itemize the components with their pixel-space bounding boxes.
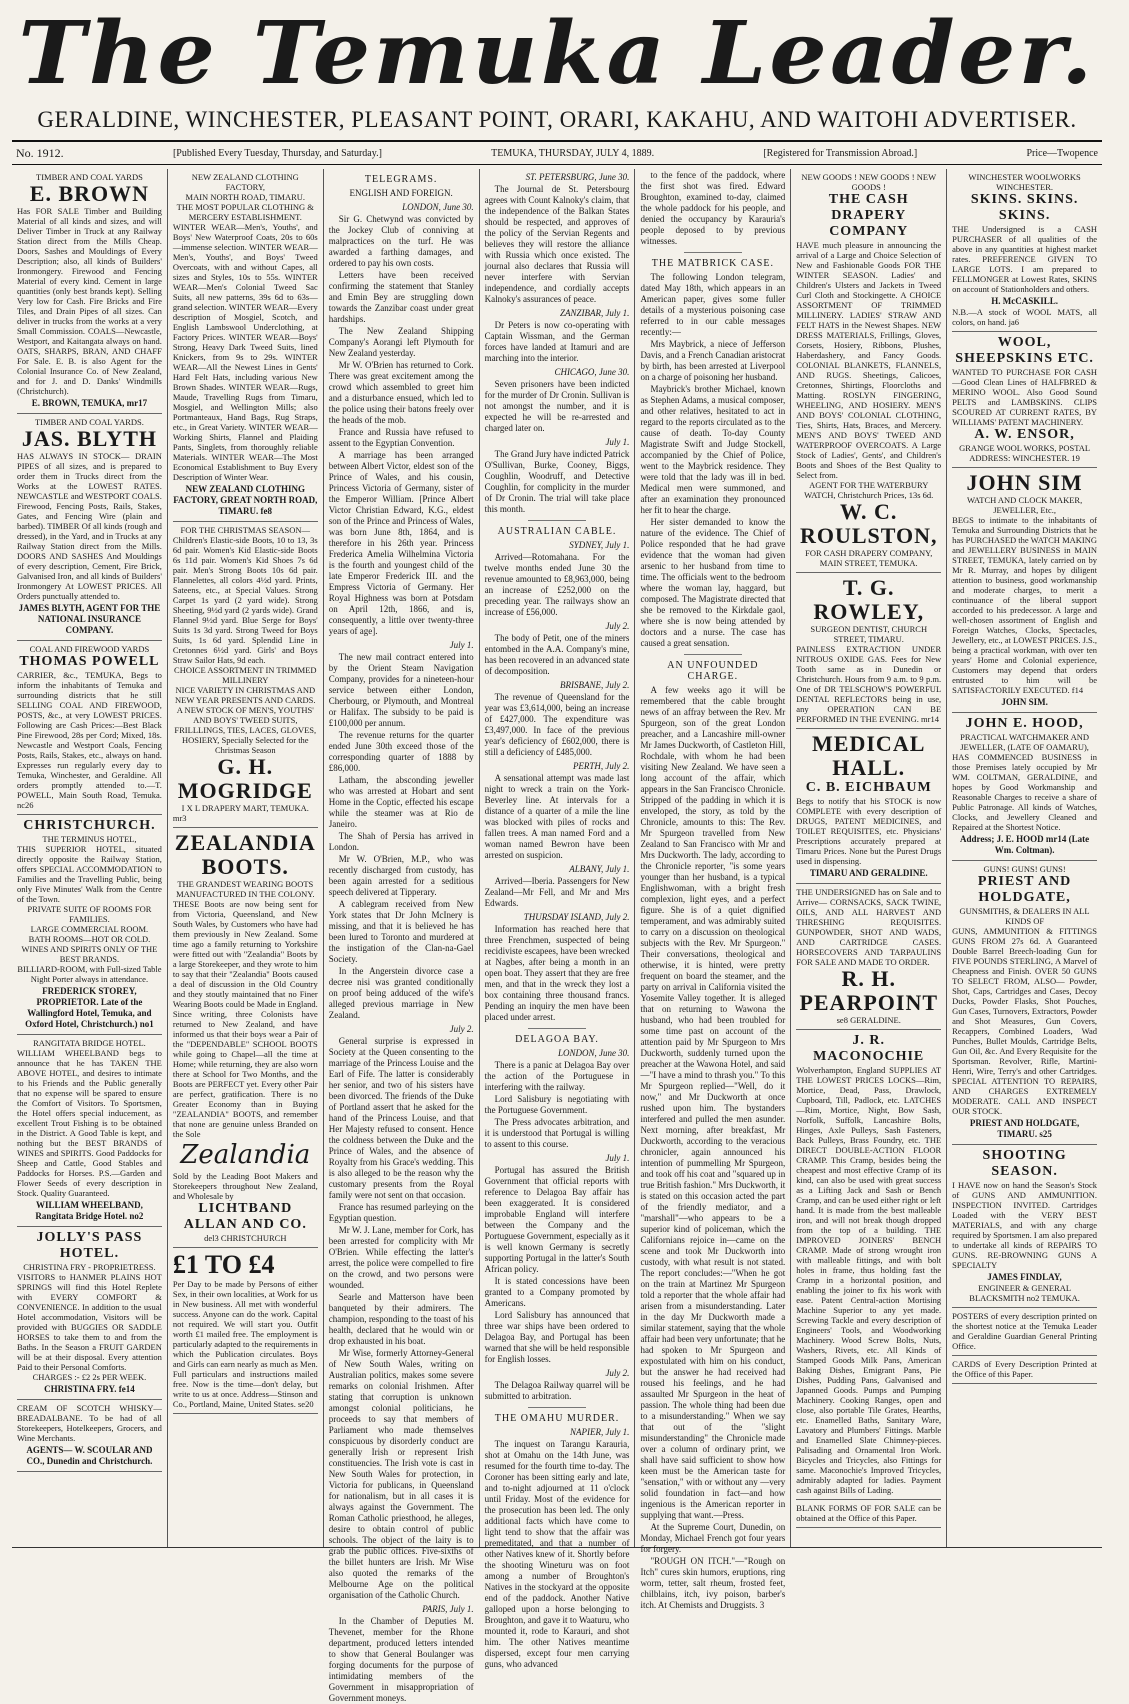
ad-subheading: FOR CASH DRAPERY COMPANY, MAIN STREET, TEMUKA. <box>805 548 933 568</box>
ad-heading: FOR THE CHRISTMAS SEASON— <box>180 525 311 535</box>
ad-code: mr3 <box>172 813 187 823</box>
column-3 <box>323 169 479 1703</box>
ad-subheading: del3 CHRISTCHURCH <box>204 1233 287 1243</box>
ad-signature: NEW ZEALAND CLOTHING FACTORY, GREAT NORTH ROAD, TIMARU. fe8 <box>173 484 318 516</box>
ad-signature: AGENTS— W. SCOULAR AND CO., Dunedin and Christchurch. <box>26 1445 153 1466</box>
ad-zealandia-boots <box>173 828 318 1248</box>
news-paragraph: The Shah of Persia has arrived in London. <box>328 831 474 852</box>
ad-christmas-season <box>173 522 318 828</box>
news-dateline: July 1. <box>449 640 474 650</box>
ad-body: PAINLESS EXTRACTION UNDER NITROUS OXIDE GAS. Fees for New Tooth same as in Dunedin or Christchurch. Hours from 9 a.m. to 9 p.m. One of DR TELSCHOW'S POWERFUL DENTAL REFLECTORS being in use, any OPERATION CAN BE PERFORMED IN THE EVENING. mr14 <box>796 644 942 724</box>
ad-body: HAVE much pleasure in announcing the arrival of a Large and Choice Selection of New and Fashionable Goods FOR THE WINTER SEASON. Ladies' and Children's Ulsters and Jackets in Tweed Curl Cloth and Stockingette. A CHOICE ASSORTMENT OF TRIMMED MILLINERY. LADIES' STRAW AND FELT HATS in the Newest Shapes. NEW DRESS MATERIALS, Frillings, Gloves, Corsets, Hosiery, Ribbons, Plushes, Haberdashery, and Fancy Goods. COLONIAL BLANKETS, FLANNELS, AND RUGS. Sheetings, Calicoes, Cretonnes, Shirtings, Floorcloths and Matting. ROSLYN FINGERING, WHEELING, AND HOSIERY. MEN'S AND BOYS' COLONIAL CLOTHING, Ties, Shirts, Hats, Braces, and Mercery. MEN'S AND BOYS' TWEED AND WATERPROOF OVERCOATS. A Large Stock of Ladies', Gents', and Children's Boots and Shoes of the Best Quality to Select from. <box>796 240 942 480</box>
ad-line: BILLIARD-ROOM, with Full-sized Table <box>17 964 162 974</box>
ad-body: WINTER WEAR—Men's, Youths', and Boys' New Waterproof Coats, 20s to 60s—immense selection. WINTER WEAR—Men's, Youths', and Boys' Tweed Overcoats, with and without Capes, all sizes and Styles, 10s to 55s. WINTER WEAR—Men's Colonial Tweed Sac Suits, all new patterns, 39s 6d to 63s—grand selection. WINTER WEAR—Every description of Mosgiel, Scotch, and English Lambswool Underclothing, at Factory Prices. WINTER WEAR—Boys' Strong, Heavy Dark Tweed Suits, lined Knickers, from 9s to 29s. WINTER WEAR—All the Newest Lines in Gents' Hard Felt Hats, including various New Brown Shades. WINTER WEAR—Rugs, Maude, Travelling Rugs from Timaru, Mosgiel, and Wellington Mills; also Portmanteaux, Hand Bags, Rug Straps, etc., in Great Variety. WINTER WEAR—Working Shirts, Flannel and Plaiding Pants, Singlets, from thoroughly reliable Materials. WINTER WEAR—The Most Economical Establishment to Buy Every Description of Winter Wear. <box>172 222 318 482</box>
section-heading: AUSTRALIAN CABLE. <box>497 526 617 537</box>
ad-body: BLANK FORMS OF FOR SALE can be obtained at the Office of this Paper. <box>796 1503 942 1523</box>
news-paragraph: In the Angerstein divorce case a decree nisi was granted conditionally on proof being adduced of the wife's alleged previous marriage in New Zealand. <box>328 966 474 1020</box>
ad-name: A. W. ENSOR, <box>974 427 1075 442</box>
ad-signature: H. McCASKILL. <box>991 296 1058 306</box>
ad-thomas-powell <box>17 641 162 815</box>
ad-priest-holdgate <box>952 861 1097 1145</box>
ad-body: THE UNDERSIGNED has on Sale and to Arrive— CORNSACKS, SACK TWINE, OILS, AND ALL HARVEST AND THRESHING REQUISITES. GUNPOWDER, SHOT AND WADS, AND CARTRIDGE CASES. HORSECOVERS AND TARPAULINS FOR SALE AND MADE TO ORDER. <box>796 887 942 967</box>
ad-cards <box>952 1356 1097 1384</box>
news-paragraph: A cablegram received from New York states that Dr John McInery is missing, and that it is believed he has been lured to Toronto and murdered at the instigation of the Clan-na-Gael Society. <box>328 899 474 964</box>
ad-subheading: SURGEON DENTIST, CHURCH STREET, TIMARU. <box>810 624 928 644</box>
news-dateline: July 1. <box>605 1153 630 1163</box>
news-dateline: THURSDAY ISLAND, July 2. <box>523 912 630 922</box>
news-paragraph: There is a panic at Delagoa Bay over the action of the Portuguese in interfering with the railway. <box>484 1060 630 1092</box>
news-dateline: July 2. <box>449 1024 474 1034</box>
ad-subheading: THE TERMINUS HOTEL, <box>42 834 137 844</box>
price-row <box>173 1251 318 1279</box>
news-paragraph: Mrs Maybrick, a niece of Jefferson Davis, and a French Canadian aristocrat by birth, has been arrested at Liverpool on a charge of poisoning her husband. <box>640 339 786 382</box>
news-paragraph: The following London telegram, dated May 18th, which appears in an American paper, gives some fuller details of a mysterious poisoning case referred to in our cable messages recently:— <box>640 272 786 337</box>
ad-name: T. G. ROWLEY, <box>813 575 925 624</box>
ad-name: SKINS. SKINS. SKINS. <box>970 192 1079 223</box>
issue-number: No. 1912. <box>16 145 64 160</box>
ad-body: Begs to notify that his STOCK is now COMPLETE with every description of DRUGS, PATENT MEDICINES, and TOILET REQUISITES, etc. Physicians' Prescriptions accurately prepared at Timaru Prices. None but the Purest Drugs used in dispensing. <box>796 796 942 866</box>
ad-line: CHARGES :- £2 2s PER WEEK. <box>32 1372 147 1382</box>
ad-line: AGENT FOR THE WATERBURY WATCH, Christchurch Prices, 13s 6d. <box>804 480 934 500</box>
ad-note: N.B.—A stock of WOOL MATS, all colors, on hand. ja6 <box>952 307 1098 327</box>
news-paragraph: to the fence of the paddock, where the first shot was fired. Edward Broughton, examined to-day, claimed the whole paddock for his people, and denied the occupancy by Karauria's people deposed to by previous witnesses. <box>640 170 786 246</box>
news-dateline: SYDNEY, July 1. <box>569 540 630 550</box>
ad-body: Children's Elastic-side Boots, 10 to 13, 3s 6d pair. Women's Kid Elastic-side Boots 6s 11d pair. Women's Kid Shoes 7s 6d pair. Men's Strong Boots 10s 6d pair. Flannelettes, all colors 4½d yard. Prints, Sateens, etc., at Special Values. Strong Carpet 1s yard (2 yard wide). Strong Sheeting, 9½d yard (2 yards wide). Grand Flannel 9½d yard. Blue Serge for Boys' Suits 1s 3d yard. Strong Tweed for Boys Suits, 1s 6d yard. Splendid Line in Cretonnes 6½d yard. Girls' and Boys Straw Sailor Hats, 9d each. <box>172 535 318 665</box>
news-paragraph: Lord Salisbury is negotiating with the Portuguese Government. <box>484 1094 630 1115</box>
news-paragraph: Her sister demanded to know the nature of the evidence. The Chief of Police responded that he had grave evidence that the woman had given arsenic to her husband from time to time. The officials went to the bedroom where the woman lay, haggard, but composed. The Magistrate directed that she be removed to the Kirkdale gaol, where she is now being attended by doctors and a nurse. The case has caused a great sensation. <box>640 517 786 648</box>
ad-body: POSTERS of every description printed on the shortest notice at the Temuka Leader and Geraldine Guardian General Printing Office. <box>952 1311 1098 1351</box>
ad-name: E. BROWN <box>29 181 150 206</box>
news-paragraph: The body of Petit, one of the miners entombed in the A.A. Company's mine, has been recovered in an advanced state of decomposition. <box>484 633 630 676</box>
ad-subheading: WATCH AND CLOCK MAKER, JEWELLER, Etc., <box>966 495 1083 515</box>
ad-nz-clothing-factory <box>173 169 318 522</box>
ad-body: CARDS of Every Description Printed at the Office of this Paper. <box>952 1359 1098 1379</box>
news-paragraph: The Grand Jury have indicted Patrick O'Sullivan, Burke, Cooney, Biggs, Coughlin, Woodruff, and Detective Coughlin, for complicity in the murder of Dr Cronin. The trial will take place this month. <box>484 449 630 514</box>
ad-rowley-dentist <box>796 573 941 729</box>
news-paragraph: Seven prisoners have been indicted for the murder of Dr Cronin. Sullivan is not amongst the number, and it is expected he will be re-arrested and charged later on. <box>484 379 630 433</box>
ad-signature: CHRISTINA FRY. fe14 <box>44 1384 135 1394</box>
ad-e-brown <box>17 169 162 414</box>
price-big: £1 TO £4 <box>172 1250 275 1279</box>
ad-john-sim <box>952 468 1097 713</box>
ad-subheading: THE GRANDEST WEARING BOOTS MANUFACTURED IN THE COLONY. <box>176 879 315 899</box>
ad-heading: MEDICAL HALL. <box>812 731 926 780</box>
ad-name: G. H. MOGRIDGE <box>177 754 313 803</box>
news-paragraph: The Press advocates arbitration, and it is understood that Portugal is willing to assent to this course. <box>484 1117 630 1149</box>
ad-heading: SHOOTING SEASON. <box>982 1148 1067 1179</box>
news-paragraph: Dr Peters is now co-operating with Captain Wissman, and the German forces have landed at Itamuri and are marching into the interior. <box>484 320 630 363</box>
news-paragraph: Mr W. J. Lane, member for Cork, has been arrested for complicity with Mr O'Brien. While effecting the latter's arrest, the police were compelled to fire on the crowd, and two persons were wounded. <box>328 1225 474 1290</box>
ad-posters <box>952 1308 1097 1356</box>
ad-john-hood <box>952 713 1097 861</box>
ad-signature: JAMES BLYTH, AGENT FOR THE NATIONAL INSURANCE COMPANY. <box>18 603 161 635</box>
ad-signature: WILLIAM WHEELBAND, Rangitata Bridge Hotel. no2 <box>35 1200 144 1221</box>
newspaper-subtitle: GERALDINE, WINCHESTER, PLEASANT POINT, ORARI, KAKAHU, AND WAITOHI ADVERTISER. <box>37 107 1077 132</box>
ad-body: I HAVE now on hand the Season's Stock of GUNS AND AMMUNITION. INSPECTION INVITED. Cartridges Loaded with the VERY BEST MATERIALS, and with any charge required by Sportsmen. I am also prepared to undertake all kinds of REPAIRS TO GUNS. RE-BROWNING GUNS A SPECIALTY <box>952 1180 1098 1270</box>
ad-scotch-whisky <box>17 1400 162 1472</box>
news-dateline: July 1. <box>605 437 630 447</box>
ad-name: PRIEST AND HOLDGATE, <box>977 874 1072 905</box>
ad-subheading: GUNSMITHS, & DEALERS IN ALL KINDS OF <box>959 906 1090 926</box>
place-date: TEMUKA, THURSDAY, JULY 4, 1889. <box>491 147 655 159</box>
column-4 <box>479 169 635 1669</box>
registration-note: [Registered for Transmission Abroad.] <box>763 147 918 159</box>
ad-name: JOHN E. HOOD, <box>965 716 1084 731</box>
ad-heading: TIMBER AND COAL YARDS <box>36 172 143 182</box>
ad-line: LARGE COMMERCIAL ROOM. <box>30 924 149 934</box>
ad-jollys-pass-hotel <box>17 1227 162 1400</box>
news-paragraph: The inquest on Tarangu Karauria, shot at Omahu on the 14th June, was resumed for the fourth time to-day. The Coroner has been sitting early and late, and to-night adjourned at 11 o'clock until Friday. Most of the evidence for the prosecution has been led. The only additional facts which have come to light tend to show that the affair was premeditated, and that a number of other Natives knew of it. Shortly before the shooting Wineturu was on foot among a number of Broughton's Natives in the stockyard at the opposite end of the paddock. Another Native galloped upon a horse belonging to Broughton, and gave it to Waaturu, who mounted it, rode to Karauri, and shot him. The other Natives meantime dispersed, except four men carrying guns, who advanced <box>484 1439 630 1669</box>
news-paragraph: Arrived—Iberia. Passengers for New Zealand—Mr Fell, and Mr and Mrs Edwards. <box>484 876 630 908</box>
news-paragraph: Mr W. O'Brien has returned to Cork. There was great excitement among the crowd which assembled to greet him and a disturbance ensued, which led to the police using their batons freely over the heads of the mob. <box>328 360 474 425</box>
news-paragraph: The revenue returns for the quarter ended June 30th exceed those of the corresponding quarter of 1888 by £86,000. <box>328 730 474 773</box>
ad-body: CREAM OF SCOTCH WHISKY—BREADALBANE. To be had of all Storekeepers, Hotelkeepers, Grocers, and Wine Merchants. <box>17 1403 162 1443</box>
ad-body: VISITORS to HANMER PLAINS HOT SPRINGS will find this Hotel Replete with EVERY COMFORT & CONVENIENCE. In addition to the usual Hotel accommodation, Visitors will be provided with BUGGIES OR SADDLE HORSES to take them to and from the Baths. In the Season a FRUIT GARDEN will be at their disposal. Every attention Paid to their Personal Comforts. <box>17 1272 162 1372</box>
news-paragraph: Mr W. O'Brien, M.P., who was recently discharged from custody, has been again arrested for a seditious speech delivered at Tipperary. <box>328 854 474 897</box>
column-1 <box>12 169 167 1547</box>
news-paragraph: The revenue of Queensland for the year was £3,614,000, being an increase of £427,000. The expenditure was £3,497,000. In face of the previous year's deficiency of £602,000, there is still a deficiency of £485,000. <box>484 692 630 757</box>
ad-place: WINCHESTER. <box>996 182 1054 192</box>
publication-days: [Published Every Tuesday, Thursday, and Saturday.] <box>172 147 382 159</box>
news-dateline: ALBANY, July 1. <box>569 864 630 874</box>
news-paragraph: A marriage has been arranged between Albert Victor, eldest son of the Prince of Wales, and his cousin, Princess Victoria of Germany, sister of the Emperor William. [Prince Albert Victor Christian Edward, K.G., eldest son of the Prince and Princess of Wales, was born June 8th, 1864, and is therefore in his 26th year. Princess Frederica Amelia Wilhelmina Victoria is the fourth and youngest child of the late Emperor Frederick III. and the Empress Victoria of Germany. Her Royal Highness was born at Potsdam on April 12th, 1866, and is, consequently, a little over twenty-three years of age]. <box>328 450 474 636</box>
ad-body: Sold by the Leading Boot Makers and Storekeepers throughout New Zealand, and Wholesale by <box>172 1171 318 1201</box>
column-2 <box>167 169 323 1547</box>
news-paragraph: The Journal de St. Petersbourg agrees with Count Kalnoky's claim, that the independence of the Balkan States should be respected, and approves of the policy of the Servian Regents and believes they will restore the alliance with Russia which once existed. The journal also declares that Russia will never interfere with Servian independence, and cordially accepts Kalnoky's assurances of peace. <box>484 184 630 304</box>
ad-wool-sheepskins <box>952 332 1097 468</box>
newspaper-title: The Temuka Leader. <box>18 3 1096 104</box>
ad-signature: TIMARU AND GERALDINE. <box>809 868 928 878</box>
ad-name: R. H. PEARPOINT <box>799 966 938 1015</box>
ad-signature: PRIEST AND HOLDGATE, TIMARU. s25 <box>969 1118 1080 1139</box>
divider <box>528 1028 586 1029</box>
ad-per-day-work <box>173 1248 318 1414</box>
ad-signature: FREDERICK STOREY, PROPRIETOR. Late of the Wallingford Hotel, Temuka, and Oxford Hotel, Christchurch.) no1 <box>25 986 154 1029</box>
issue-dateline <box>12 140 1102 165</box>
ad-body: GUNS, AMMUNITION & FITTINGS GUNS FROM 27s 6d. A Guaranteed Double Barrel Breech-loading Gun for FIVE POUNDS STERLING, A Marvel of Cheapness and Finish. OVER 50 GUNS TO SELECT FROM, ALSO— Powder, Shot, Caps, Cartridges and Cases, Decoy Ducks, Powder Flasks, Shot Pouches, Gun Cases, Turnovers, Extractors, Powder and Shot Measures, Gun Covers, Recappers, Combined Loaders, Wad Punches, Bullet Moulds, Cartridge Belts, Gun Oil, &c. And Every Requisite for the Sportsman. Revolver, Rifle, Martini-Henri, Wire, Terry's and other Cartridges. SPECIAL ATTENTION TO REPAIRS, AND CHARGES EXTREMELY MODERATE. CALL AND INSPECT OUR STOCK. <box>952 926 1098 1116</box>
column-5 <box>634 169 790 1610</box>
news-paragraph: General surprise is expressed in Society at the Queen consenting to the marriage of the Princess Louise and the Earl of Fife. The latter is considerably her senior, and two of his sisters have been divorced. The friends of the Duke of Portland assert that he asked for the hand of the Princess Louise, and that Her Majesty refused to consent. Hence the coldness between the Duke and the Prince of Wales, and the absence of Royalty from his Grace's wedding. This is also alleged to be the reason why the customary presents from the Royal family were not sent on that occasion. <box>328 1036 474 1200</box>
section-subheading: ENGLISH AND FOREIGN. <box>349 188 453 198</box>
ad-heading: WOOL, SHEEPSKINS ETC. <box>955 335 1094 366</box>
ad-blank-forms <box>796 1500 941 1528</box>
news-paragraph: Lord Salisbury has announced that three war ships have been ordered to Delagoa Bay, and Portugal has been warned that she will be held responsible for English losses. <box>484 1310 630 1364</box>
ad-maconochie <box>796 1030 941 1500</box>
news-paragraph: At the Supreme Court, Dunedin, on Monday, Michael French got four years for forgery. <box>640 1522 786 1554</box>
ad-signature: JOHN SIM. <box>1001 697 1048 707</box>
price: Price—Twopence <box>1026 147 1098 159</box>
ad-line: CHOICE ASSORTMENT IN TRIMMED MILLINERY <box>174 665 317 685</box>
ad-signature: Address; J. E. HOOD mr14 (Late Wm. Coltman). <box>960 834 1090 855</box>
news-dateline: LONDON, June 30. <box>557 1048 630 1058</box>
ad-heading: COAL AND FIREWOOD YARDS <box>29 644 150 654</box>
news-paragraph: Mr Wise, formerly Attorney-General of New South Wales, writing on Australian politics, makes some severe remarks on colonial Irishmen. After stating that corruption is unknown amongst colonial politicians, he proceeds to say that members of Parliament who made themselves conspicuous by disorderly conduct are generally Irish or represent Irish constituencies. The Irish vote is cast in New South Wales for protection, in Victoria for publicans, in Queensland for nationalism, but in all cases it is always against the Government. The Roman Catholic priesthood, he alleges, desire to obtain control of public schools. The object of the laity is to grab the public offices. Five-sixths of the billet hunters are Irish. Mr Wise also quoted the remarks of the Melbourne Age on the political organisation of the Catholic Church. <box>328 1348 474 1600</box>
ad-pearpoint <box>796 884 941 1030</box>
news-dateline: BRISBANE, July 2. <box>559 680 630 690</box>
news-paragraph: Sir G. Chetwynd was convicted by the Jockey Club of conniving at malpractices on the turf. He was awarded a farthing damages, and ordered to pay his own costs. <box>328 214 474 268</box>
news-paragraph: Arrived—Rotomahana. For the twelve months ended June 30 the revenue amounted to £8,963,000, being an increase of £252,000 on the preceding year. The railways show an increase of £56,000. <box>484 552 630 617</box>
ad-name: JAS. BLYTH <box>21 426 157 451</box>
ad-jas-blyth <box>17 414 162 641</box>
news-paragraph: Information has reached here that three Frenchmen, suspected of being recidiviste escapees, have been wrecked at Nagbes, after being a month in an open boat. They assert that they are free men, and that in the wreck they lost a box containing three thousand francs. Pending an inquiry the men have been placed under arrest. <box>484 924 630 1022</box>
divider <box>684 252 742 253</box>
ad-body: THIS SUPERIOR HOTEL, situated directly opposite the Railway Station, offers SPECIAL ACCOMMODATION to Families and the Travelling Public, being only Five Minutes' Walk from the Centre of the Town. <box>17 844 162 904</box>
ad-line: NICE VARIETY IN CHRISTMAS AND NEW YEAR PRESENTS AND CARDS. <box>175 685 316 705</box>
ad-body: BEGS to intimate to the inhabitants of Temuka and Surrounding Districts that he has PURCHASED the WATCH MAKING and JEWELLERY BUSINESS in MAIN STREET, TEMUKA, lately carried on by Mr R. Murray, and hopes by diligent attention to business, good workmanship and moderate charges, to merit a continuance of the liberal support accorded to his predecessor. A large and well-chosen assortment of English and Foreign Watches, Clocks, Spectacles, Jewellery, etc., at LOWEST PRICES. J.S., being a practical workman, with over ten years' Home and Colonial experience, Customers may depend that orders entrusted to him will be SATISFACTORILY EXECUTED. f14 <box>952 515 1098 695</box>
news-dateline: July 2. <box>605 1368 630 1378</box>
news-paragraph: The Delagoa Railway quarrel will be submitted to arbitration. <box>484 1380 630 1401</box>
divider <box>528 1407 586 1408</box>
news-dateline: July 2. <box>605 621 630 631</box>
column-7 <box>946 169 1102 1547</box>
column-6 <box>790 169 946 1547</box>
news-paragraph: In the Chamber of Deputies M. Thevenet, member for the Rhone department, produced letters intended to show that General Boulanger was forging documents for the purpose of intimidating members of the Government in misappropriation of Government moneys. <box>328 1616 474 1703</box>
news-dateline: NAPIER, July 1. <box>569 1427 630 1437</box>
ad-tagline: THE MOST POPULAR CLOTHING & MERCERY ESTABLISHMENT. <box>176 202 314 222</box>
ad-address: MAIN NORTH ROAD, TIMARU. <box>185 192 306 202</box>
ad-new-goods: NEW GOODS ! NEW GOODS ! NEW GOODS ! <box>801 172 937 192</box>
divider <box>528 520 586 521</box>
ad-subheading: ENGINEER & GENERAL BLACKSMITH no2 TEMUKA. <box>969 1283 1080 1303</box>
ad-line: Night Porter always in attendance. <box>30 974 149 984</box>
news-dateline: LONDON, June 30. <box>402 202 474 212</box>
section-heading: THE OMAHU MURDER. <box>494 1413 620 1424</box>
ad-rangitata-hotel <box>17 1035 162 1227</box>
ad-subheading: PRACTICAL WATCHMAKER AND JEWELLER, (LATE OF OAMARU), <box>960 732 1090 752</box>
news-paragraph: The New Zealand Shipping Company's Aorangi left Plymouth for New Zealand yesterday. <box>328 326 474 358</box>
ad-heading: THE CASH DRAPERY COMPANY <box>828 192 909 239</box>
news-paragraph: Letters have been received confirming the statement that Stanley and Emin Bey are struggling down towards the Zanzibar coast under great hardships. <box>328 270 474 324</box>
ad-body: THESE Boots are now being sent for from Victoria, Queensland, and New South Wales, by Customers who have had them previously in New Zealand. Some time ago a family returning to Yorkshire were fitted out with "Zealandia" Boots by a large Storekeeper, and they wrote to him to say that their "Zealandia" Boots caused a deal of discussion in the Old Country and they stoutly maintained that no Finer Wearing Boots could be Made in England. Since writing, three Colonists have returned to New Zealand, and have informed us that their boys wear a Pair of the "DEPENDABLE" SCHOOL BOOTS while going to Chapel—all the time at Home; while returning, they are also worn there at School for Two Months, and the Boots are PERFECT yet. Every other Pair are perfect, gratification. There is no Greater Economy than in Buying "ZEALANDIA" BOOTS, and remember that none are genuine unless Branded on the Sole <box>172 899 318 1139</box>
ad-heading: NEW ZEALAND CLOTHING FACTORY, <box>191 172 299 192</box>
section-heading: TELEGRAMS. <box>364 174 438 185</box>
ad-subheading: CHRISTINA FRY - PROPRIETRESS. <box>23 1262 156 1272</box>
ad-body: CARRIER, &c., TEMUKA, Begs to inform the inhabitants of Temuka and surrounding districts that he still SELLING COAL AND FIREWOOD, POSTS, &c., at very LOWEST PRICES. Following are Cash Prices:—Best Black Pine Firewood, 28s per Cord; Mixed, 18s. Newcastle and Westport Coals, Fencing Posts, Rails, Stakes, etc., always on hand. Expresses run regularly every day to Temuka, Winchester, and Geraldine. All orders promptly attended to.—T. POWELL, Main South Road, Temuka. nc26 <box>17 670 162 810</box>
ad-line: GUNS! GUNS! GUNS! <box>983 864 1066 874</box>
ad-shooting-season <box>952 1145 1097 1308</box>
ad-name: JOHN SIM <box>966 470 1083 495</box>
news-dateline: ST. PETERSBURG, June 30. <box>525 172 630 182</box>
section-heading: THE MATBRICK CASE. <box>651 258 774 269</box>
ad-cash-drapery <box>796 169 941 573</box>
ad-heading: JOLLY'S PASS HOTEL. <box>36 1230 143 1261</box>
news-paragraph: Latham, the absconding jeweller who was arrested at Hobart and sent Home in the Coptic, effected his escape while the steamer was at Rio de Janeiro. <box>328 775 474 829</box>
news-paragraph: "ROUGH ON ITCH."—"Rough on Itch" cures skin humors, eruptions, ring worm, tetter, salt rheum, frosted feet, chilblains, itch, ivy poison, barber's itch. At Chemists and Druggists. 3 <box>640 1556 786 1610</box>
section-heading: AN UNFOUNDED CHARGE. <box>667 660 759 682</box>
news-paragraph: A few weeks ago it will be remembered that the cable brought news of an affray between the Rev. Mr Spurgeon, son of the great London preacher, and a Lancashire mill-owner Mr James Duckworth, of Castleton Hill, Rochdale, with whom he had been visiting New Zealand. We have seen a long account of the affair, which appears in the San Francisco Chronicle. Stripped of the padding in which it is enveloped, the story, as told by the Chronicle, amounts to this: The Rev. Mr Spurgeon travelled from New Zealand to San Francisco with Mr and Mrs Duckworth. The lady, according to the Chronicle reporter, "is some years younger than her husband, is a typical Englishwoman, with a bright fresh complexion, light eyes, and a perfect figure. She is of a quiet dignified temperament, and was admirably suited to carry on a discussion on theological subjects with the Rev. Mr Spurgeon." Their conversations, theological and otherwise, it is hinted, were pretty frequent on board the steamer, and the party on arrival in California visited the Yosemite Valley together. It is alleged that on returning to Wawona the husband, who had been troubled for some time past on account of the attention paid by Mr Spurgeon to Mrs Duckworth, suddenly turned upon the preacher at the Wawona Hotel, and said—"I have a mind to thrash you." To this Mr Spurgeon replied—"Well, do it now," and Mr Duckworth at once rushed upon him. The bystanders interfered and pulled the men asunder. Next morning, after breakfast, Mr Duckworth, according to the veracious chronicler, again announced his intention of pummelling Mr Spurgeon, and took off his coat and "squared up in true British fashion." Mrs Duckworth, it is stated on this occasion acted the part of the friendly mediator, and a "marshall"—who appears to be a superior kind of policeman, which the Californians rejoice in—came on the scene and took Mr Duckworth into custody, with what result is not stated. The report concludes:—"When he got on the train at Martinez Mr Spurgeon told a reporter that the whole affair had arisen from a misunderstanding. Later in the day Mr Duckworth made a similar statement, saying that the whole affair had been very unfortunate; that he had spoken to Mr Spurgeon and expostulated with him on his conduct, but the answer he had received had roused his feelings, and he had assaulted Mr Spurgeon in the heat of passion. The whole thing had been due to a misunderstanding." When we say that out of the "slight misunderstanding" the Chronicle made over a column of ordinary print, we shall have said sufficient to show how keen must be the American taste for "sensation," with or without any —very solid foundation in fact—and how ingenious is the American reporter in supplying that want.—Press. <box>640 685 786 1520</box>
news-paragraph: A sensational attempt was made last night to wreck a train on the York-Beverley line. At intervals for a distance of a quarter of a mile the line was blocked with piles of rocks and fallen trees. A man named Ford and a woman named Bewron have been arrested on suspicion. <box>484 773 630 860</box>
ad-terminus-hotel <box>17 815 162 1035</box>
columns <box>12 169 1102 1703</box>
ad-body: Wolverhampton, England SUPPLIES AT THE LOWEST PRICES LOCKS—Rim, Mortice, Dead, Pass, Drawlock, Cupboard, Till, Padlock, etc. LATCHES—Rim, Mortice, Night, Bow Sash, Norfolk, Suffolk, Lancashire Bolts, Hinges, Axle Pulleys, Sash Fasteners, Back Pulleys, Brass Foundry, etc. THE DIRECT DOUBLE-ACTION FLOOR CRAMP. This Cramp, besides being the cheapest and most effective Cramp of its kind, can also be used with great success as a Lifting Jack and Sash or Bench Cramp, and can be used either right or left hand. It is made from the best malleable iron, and will not break though dropped from the top of a building. THE IMPROVED JOINERS' BENCH CRAMP. Made of strong wrought iron with malleable fittings, and with bolt holes in frame, thus holding fast the Cramp in a horizontal position, and enabling the joiner to fix his work with ease. Patent Central-action Mortising Machine Superior to any yet made. Screwing Tackle and every description of Engineers' Tools, and Woodworking Machinery. Wood Screw Bolts, Nuts, Washers, Rivets, etc. All Kinds of Stamped Goods Milk Pans, American Baking Dishes, Emigrant Pans, Pie Dishes, Pudding Pans, Galvanised and Japanned Goods. Pumps and Pumping Machinery. Cooking Ranges, open and close, also portable Tile Grates, Hearths, etc. Enamelled Baths, Sanitary Ware, Lavatory and Plumbers' Fittings. Marble and Enamelled Slate Chimney-pieces. Palisading and Ornamental Iron Work. Bicycles and Tricycles, also Fittings for same. Maconochie's Improved Tricycles, admirably adapted for ladies. Payment cash against Bills of Lading. <box>796 1065 942 1495</box>
ad-name: LICHTBAND ALLAN AND CO. <box>183 1201 307 1232</box>
news-dateline: PARIS, July 1. <box>422 1604 474 1614</box>
news-paragraph: Searle and Matterson have been banqueted by their admirers. The champion, responding to the toast of his health, declared that he would win or drop exhausted in his boat. <box>328 1292 474 1346</box>
ad-body: THE Undersigned is a CASH PURCHASER of all qualities of the above in any quantities at highest market rates. PREFERENCE GIVEN TO LARGE LOTS. I am prepared to FELLMONGER at Lowest Rates, SKINS on account of Stationholders and others. <box>952 224 1098 294</box>
ad-name: JAMES FINDLAY, <box>987 1272 1062 1282</box>
ad-body: WANTED TO PURCHASE FOR CASH—Good Clean Lines of HALFBRED & MERINO WOOL. Also Good Sound PELTS and LAMBSKINS. CLIPS SCOURED AT CURRENT RATES, BY WILLIAMS' PATENT MACHINERY. <box>952 367 1098 427</box>
news-dateline: ZANZIBAR, July 1. <box>559 308 630 318</box>
ad-heading: CHRISTCHURCH. <box>23 818 156 833</box>
news-dateline: PERTH, July 2. <box>572 761 630 771</box>
ad-body: Has FOR SALE Timber and Building Material of all kinds and sizes, and will Deliver Timber in Truck at any Railway Station direct from the Mills Cheap. Doors, Sashes and Mouldings of Every Description; also, all kinds of Builders' Ironmongery. Firewood and Fencing Material of every kind. Cement in large quantities (only best brands kept). Selling Very low for Cash. Fire Bricks and Fire Tiles, and Drain Pipes of all sizes. Can deliver in trucks from the works at a very Small Commission. COALS—Newcastle, Westport, and Kaitangata always on hand. OATS, SHARPS, BRAN, AND CHAFF For Sale. E. B. is also Agent for the Colonial Insurance Co. of New Zealand, and for J. and D. Danks' Windmills (Christchurch). <box>17 206 162 396</box>
ad-line: A NEW STOCK OF MEN'S, YOUTHS' AND BOYS' TWEED SUITS, FRILLLINGS, TIES, LACES, GLOVES, HOSIERY, Specially Selected for the Christmas Season <box>174 705 317 755</box>
news-paragraph: Portugal has assured the British Government that official reports with reference to Delagoa Bay affair has been exaggerated. It is considered improbable England will interfere between the Company and the Portuguese Government, especially as it is well known Germany is secretly supporting Portugal in the latter's South African policy. <box>484 1165 630 1274</box>
ad-medical-hall <box>796 729 941 884</box>
newspaper-page <box>12 3 1102 1703</box>
masthead <box>12 3 1102 165</box>
divider <box>684 654 742 655</box>
news-paragraph: France has resumed parleying on the Egyptian question. <box>328 1202 474 1223</box>
ad-name: W. C. ROULSTON, <box>799 499 938 548</box>
ad-line: PRIVATE SUITE OF ROOMS FOR FAMILIES. <box>27 904 152 924</box>
ad-heading: ZEALANDIA BOOTS. <box>174 830 316 879</box>
ad-heading: RANGITATA BRIDGE HOTEL. <box>33 1038 146 1048</box>
ad-signature: E. BROWN, TEMUKA, mr17 <box>31 398 148 408</box>
news-paragraph: Maybrick's brother Michael, known as Stephen Adams, a musical composer, and other relatives, hesitated to act in regard to the reports circulated as to the cause of death. To-day County Magistrate Swift and Judge Stockell, accompanied by the Chief of Police, went to the Maybrick residence. They were told that the lady was ill in bed. Medical men were summoned, and after an examination they pronounced her fit to hear the charge. <box>640 384 786 515</box>
ad-subheading: GRANGE WOOL WORKS, POSTAL ADDRESS: WINCHESTER. 19 <box>959 443 1091 463</box>
news-paragraph: France and Russia have refused to assent to the Egyptian Convention. <box>328 427 474 448</box>
ad-name: J. R. MACONOCHIE <box>813 1033 925 1064</box>
news-dateline: CHICAGO, June 30. <box>554 367 630 377</box>
ad-body: Per Day to be made by Persons of either Sex, in their own localities, at Work for us in New business. All met with wonderful success. Anyone can do the work. Capital not required. We will start you. Outfit worth £1 mailed free. The employment is particularly adapted to the requirements in which the Publication circulates. Boys and Girls can earn nearly as much as Men. Full particulars and instructions mailed free. Now is the time—don't delay, but write to us at once. Address—Stinson and Co., Portland, Maine, United States. se20 <box>172 1279 318 1409</box>
news-paragraph: It is stated concessions have been granted to a Company promoted by Americans. <box>484 1276 630 1308</box>
ad-body: HAS ALWAYS IN STOCK— DRAIN PIPES of all sizes, and is prepared to order them in Trucks direct from the Works at the LOWEST RATES. NEWCASTLE and WESTPORT COALS. Firewood, Fencing Posts, Rails, Stakes, Gates, and Fencing Wire (plain and barbed). TIMBER Of all kinds (rough and dressed), in the Yard, and in Trucks at any Railway Station direct from the Mills. DOORS AND SASHES And Mouldings of every description, Cement, Fire Brick, Galvanised Iron, and all kinds of Builders' Ironmongery At LOWEST PRICES. All Orders punctually attended to. <box>17 451 162 601</box>
ad-name: C. B. EICHBAUM <box>805 780 932 795</box>
ad-line: WINES AND SPIRITS ONLY OF THE BEST BRANDS. <box>21 944 158 964</box>
ad-heading: TIMBER AND COAL YARDS. <box>34 417 144 427</box>
zealandia-brand-script: Zealandia <box>180 1140 311 1170</box>
ad-body: WILLIAM WHEELBAND begs to announce that he has TAKEN THE ABOVE HOTEL, and desires to intimate to his Friends and the Public generally that no expense will be spared to ensure the Comfort of Visitors. To Sportsmen, the Hotel offers special inducement, as excellent Trout Fishing is to be obtained in the District. A Good Table is kept, and nothing but the BEST BRANDS of WINES and SPIRITS. Good Paddocks for Sheep and Cattle, Good Stables and Paddocks for Horses. P.S.—Garden and Flower Seeds of every description in Stock. Quality Guaranteed. <box>17 1048 162 1198</box>
ad-name: THOMAS POWELL <box>19 654 160 669</box>
ad-winchester-woolworks <box>952 169 1097 332</box>
ad-heading: WINCHESTER WOOLWORKS <box>968 172 1081 182</box>
section-heading: DELAGOA BAY. <box>515 1034 599 1045</box>
ad-line: BATH ROOMS—HOT OR COLD. <box>28 934 151 944</box>
ad-subheading: I X L DRAPERY MART, TEMUKA. <box>181 803 309 813</box>
news-paragraph: The new mail contract entered into by the Orient Steam Navigation Company, provides for a nineteen-hour service between either London, Cherbourg, or Plymouth, and Montreal or Halifax. The subsidy to be paid is £100,000 per annum. <box>328 652 474 728</box>
ad-subheading: se8 GERALDINE. <box>836 1015 901 1025</box>
ad-body: HAS COMMENCED BUSINESS in those Premises lately occupied by Mr WM. COLTMAN, GERALDINE, and hopes by Good Workmanship and Reasonable Charges to receive a share of Public Patronage. All kinds of Watches, Clocks, and Jewellery Cleaned and Repaired at the Shortest Notice. <box>952 752 1098 832</box>
